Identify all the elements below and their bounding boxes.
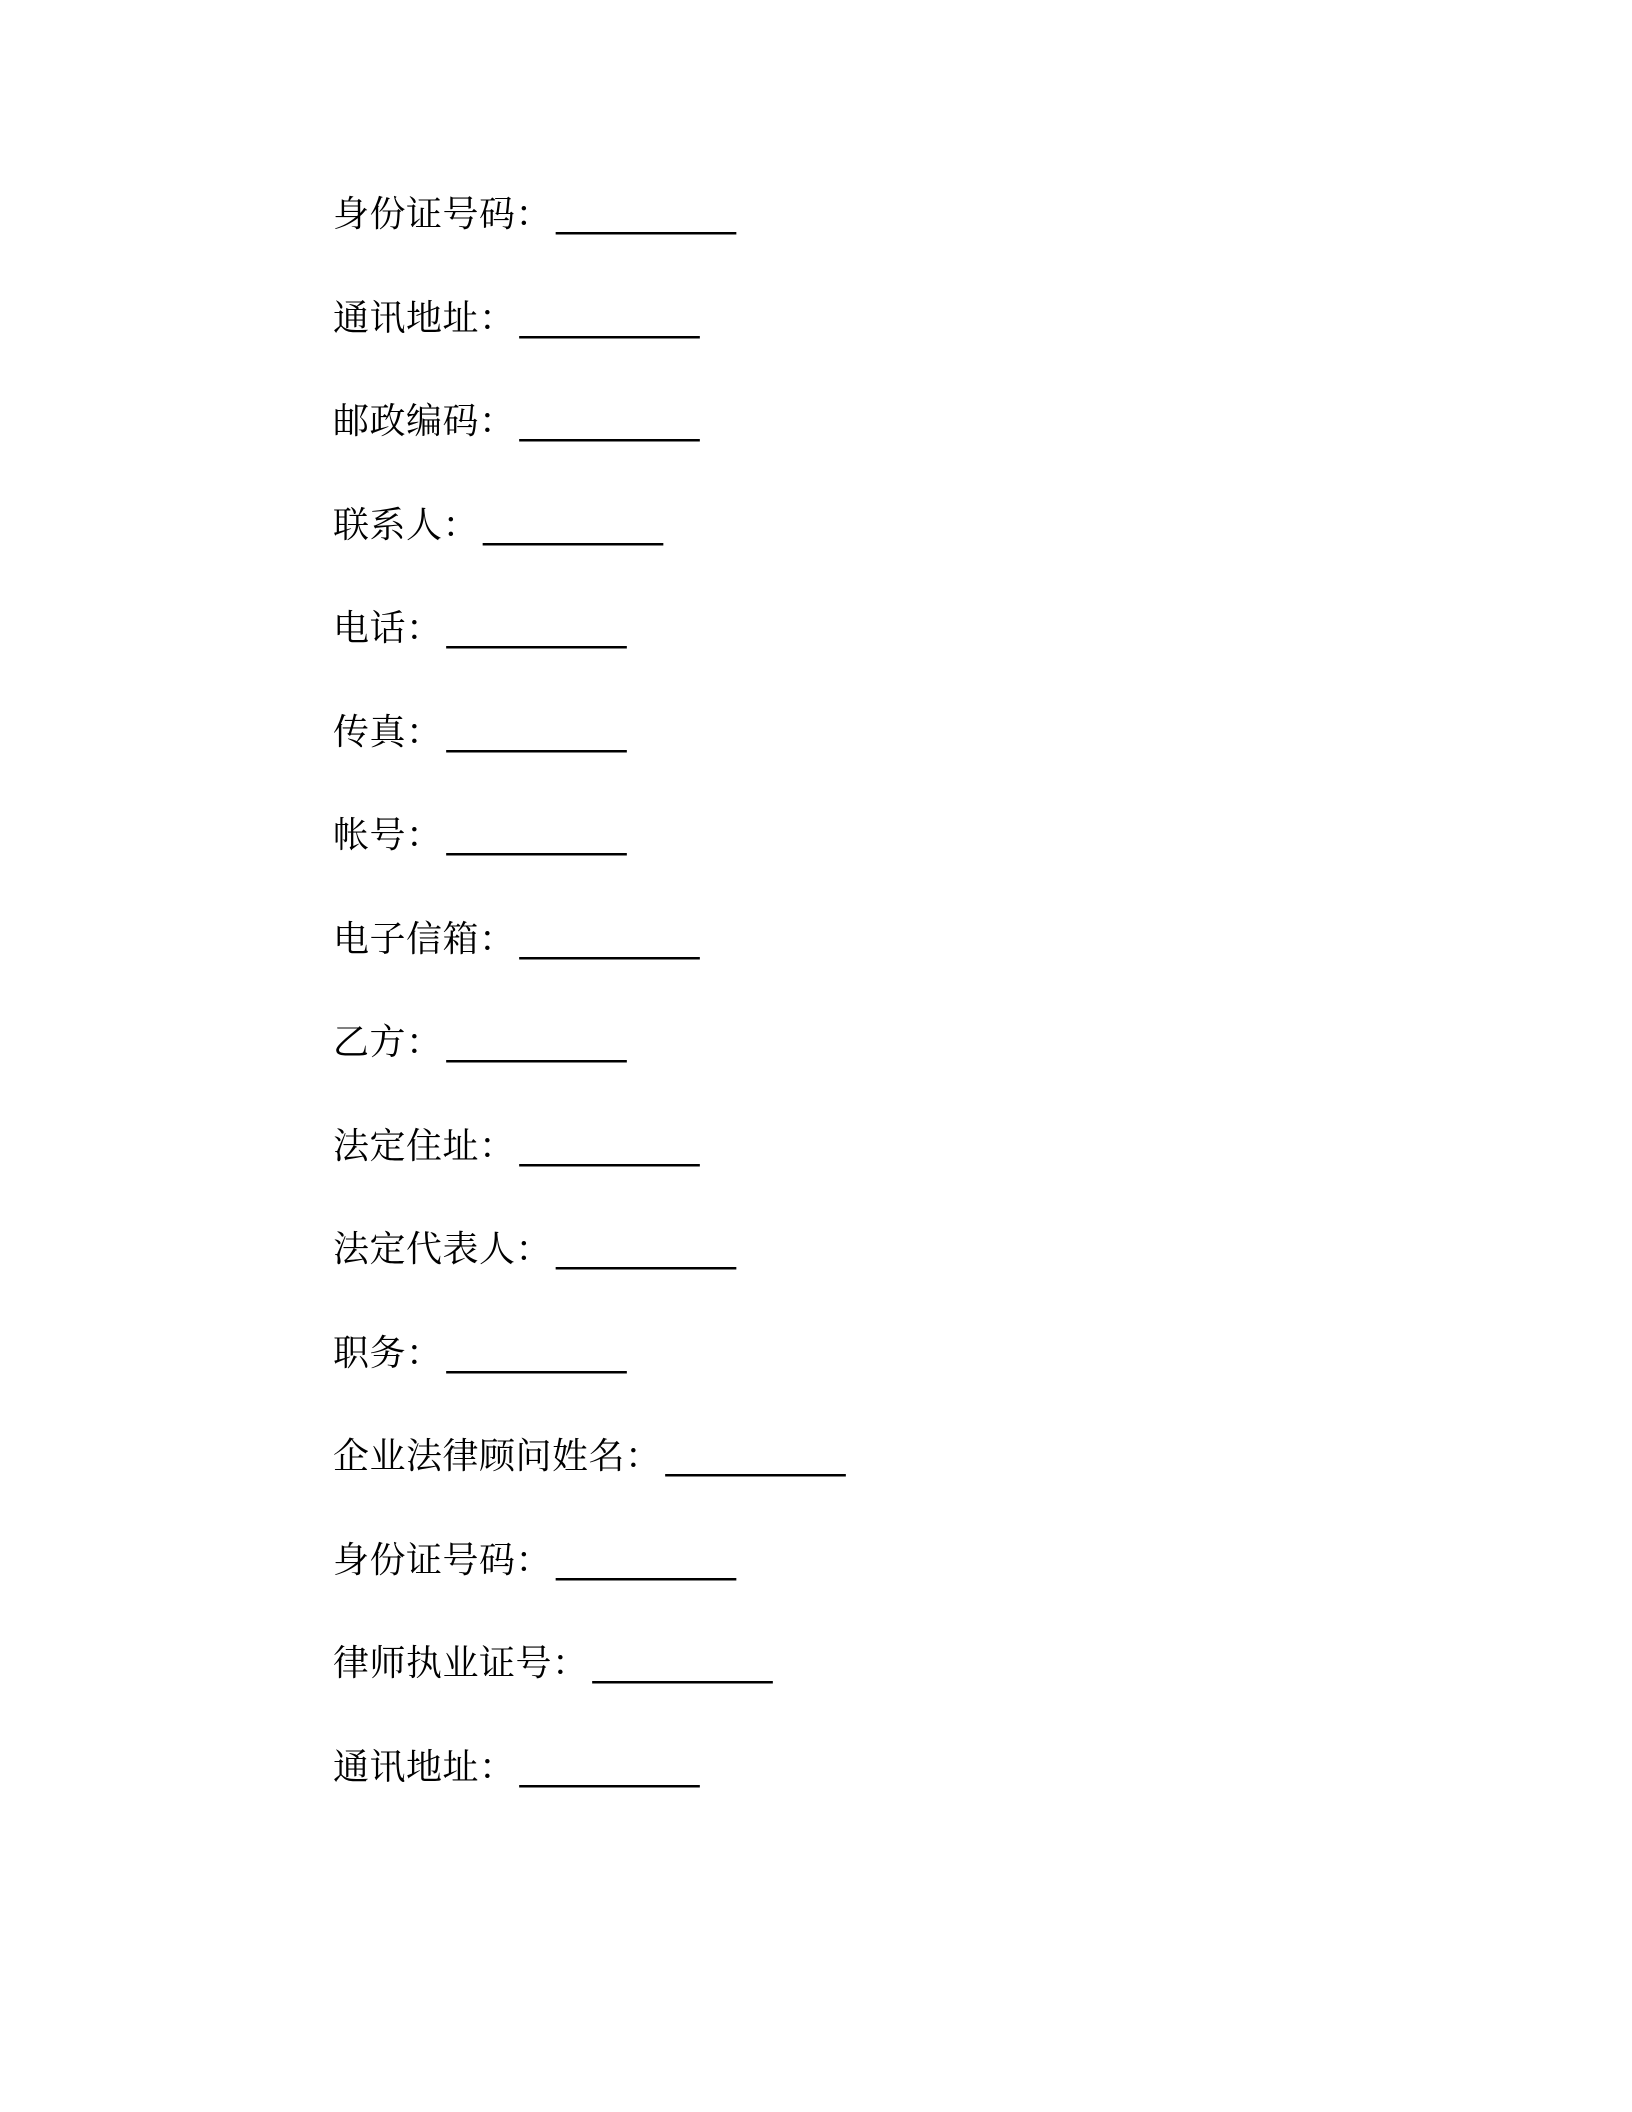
field-label: 职务： [333,1332,443,1374]
field-label: 身份证号码： [333,1539,553,1581]
field-phone [333,601,846,705]
field-blank-line: __________ [556,194,737,235]
field-label: 法定住址： [333,1125,516,1167]
field-blank-line: __________ [665,1436,846,1477]
contract-field-list [333,187,846,1843]
field-blank-line: __________ [483,504,664,546]
field-mailing-address [333,291,846,395]
field-blank-line: __________ [519,297,700,339]
field-account-number [333,808,846,912]
field-label: 律师执业证号： [333,1643,589,1684]
field-fax [333,705,846,809]
field-label: 电子信箱： [333,918,516,960]
field-counsel-mailing-address [333,1740,846,1844]
field-blank-line: __________ [446,1022,627,1063]
field-contact-person [333,498,846,602]
field-position [333,1326,846,1430]
field-id-number [333,187,846,291]
field-email [333,912,846,1016]
field-postal-code [333,394,846,498]
field-label: 电话： [333,608,443,649]
field-label: 法定代表人： [333,1229,553,1270]
field-label: 通讯地址： [333,1746,516,1788]
field-blank-line: __________ [556,1229,737,1270]
field-label: 身份证号码： [333,194,553,235]
field-label: 通讯地址： [333,297,516,339]
field-lawyer-license-number [333,1636,846,1740]
field-blank-line: __________ [446,608,627,649]
field-counsel-id-number [333,1533,846,1637]
field-label: 联系人： [333,504,480,546]
field-legal-address [333,1119,846,1223]
field-blank-line: __________ [556,1539,737,1581]
field-label: 企业法律顾问姓名： [333,1436,662,1477]
field-label: 乙方： [333,1022,443,1063]
field-blank-line: __________ [519,918,700,960]
field-legal-counsel-name [333,1429,846,1533]
field-blank-line: __________ [592,1643,773,1684]
field-blank-line: __________ [446,1332,627,1374]
field-blank-line: __________ [519,1746,700,1788]
field-blank-line: __________ [519,401,700,442]
field-party-b [333,1015,846,1119]
field-label: 邮政编码： [333,401,516,442]
field-blank-line: __________ [446,711,627,753]
field-blank-line: __________ [519,1125,700,1167]
field-legal-representative [333,1222,846,1326]
field-label: 传真： [333,711,443,753]
field-label: 帐号： [333,815,443,856]
field-blank-line: __________ [446,815,627,856]
